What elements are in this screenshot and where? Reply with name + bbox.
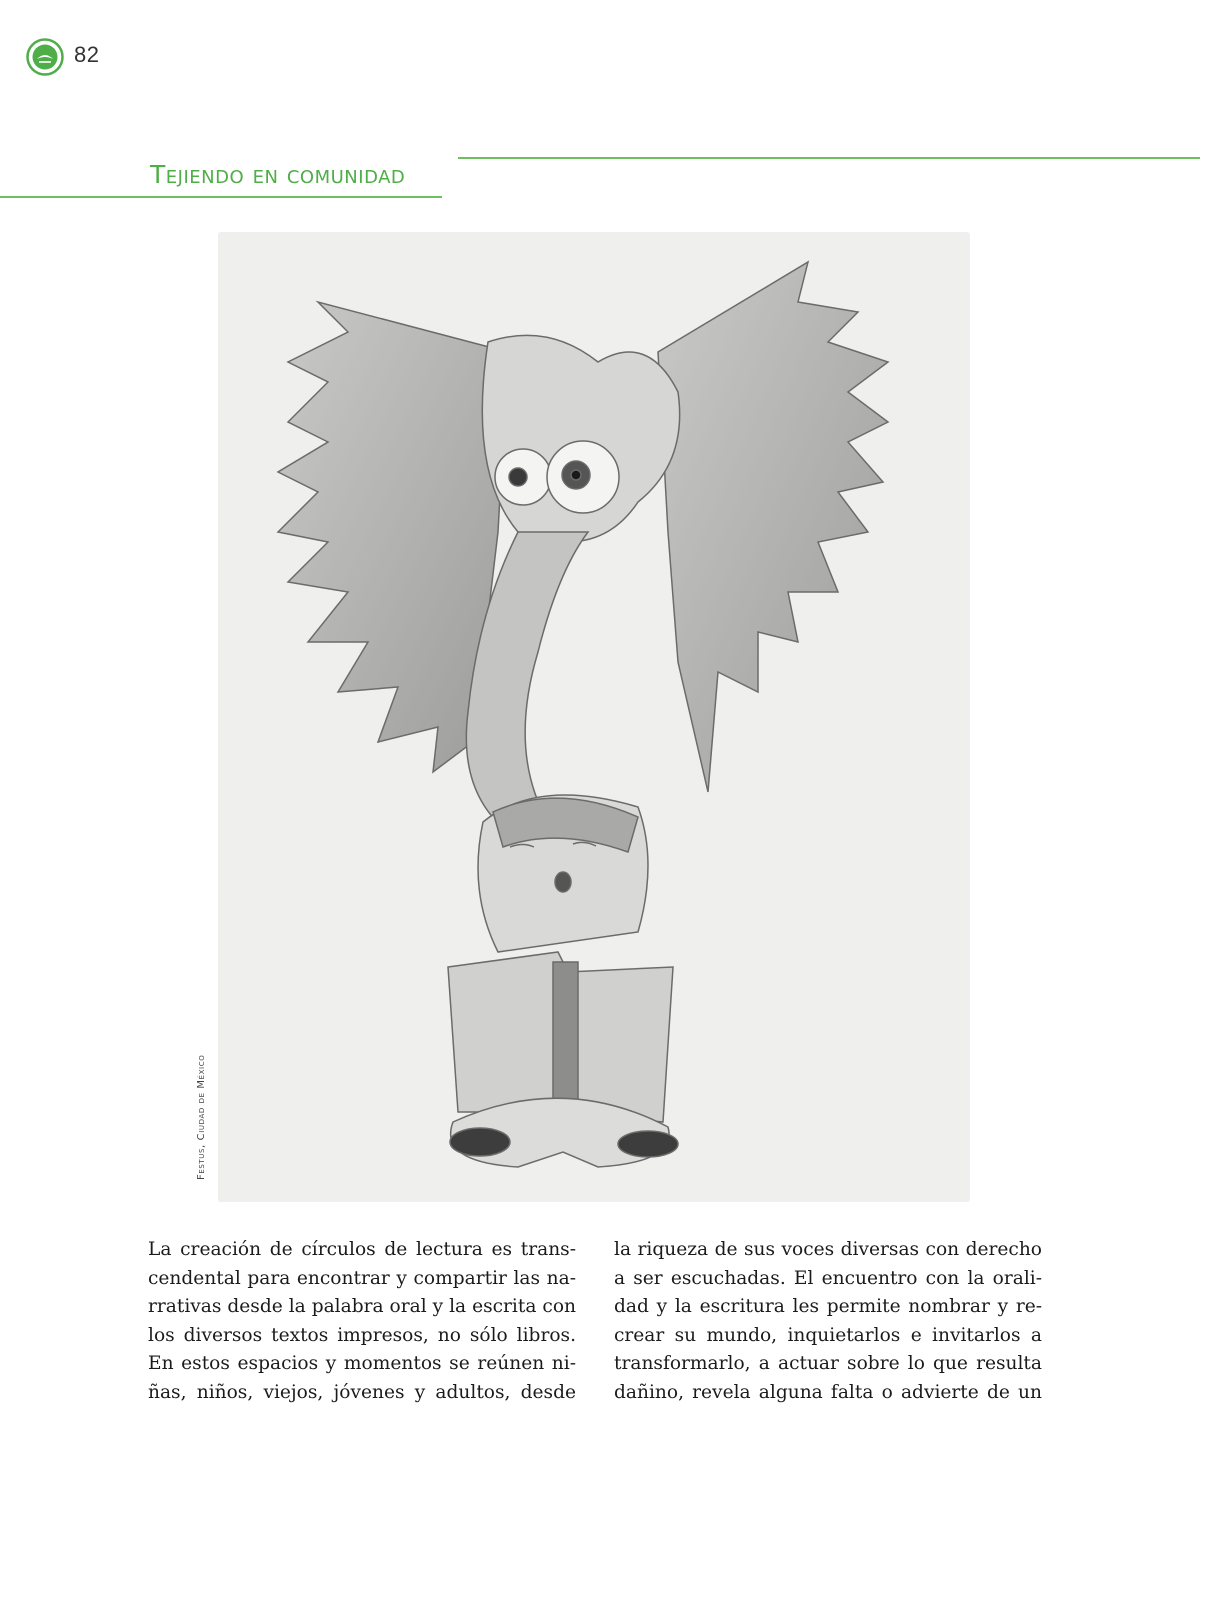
text-line: transformarlo, a actuar sobre lo que resulta xyxy=(614,1353,1042,1375)
owl-reader-illustration xyxy=(218,232,970,1202)
text-line: La creación de círculos de lectura es trans- xyxy=(148,1239,576,1260)
text-line: a ser escuchadas. El encuentro con la orali- xyxy=(614,1267,1042,1289)
text-line: cendental para encontrar y compartir las na- xyxy=(148,1267,576,1289)
header-rule-left xyxy=(0,196,442,198)
text-line: los diversos textos impresos, no sólo libros. xyxy=(148,1324,576,1346)
text-line: la riqueza de sus voces diversas con derecho xyxy=(614,1239,1042,1260)
text-line: En estos espacios y momentos se reúnen ni- xyxy=(148,1353,576,1375)
section-title: Tejiendo en comunidad xyxy=(150,160,406,189)
text-line: dad y la escritura les permite nombrar y re- xyxy=(614,1296,1042,1318)
text-line: dañino, revela alguna falta o advierte de un xyxy=(614,1381,1042,1403)
book-seal-icon xyxy=(26,38,64,76)
header-rule-right xyxy=(458,157,1200,159)
page-number: 82 xyxy=(74,42,100,67)
body-column-right xyxy=(614,1236,1042,1408)
image-credit: Festus, Ciudad de México xyxy=(196,1054,207,1180)
child-figure xyxy=(448,795,678,1167)
text-line: ñas, niños, viejos, jóvenes y adultos, desde xyxy=(148,1381,576,1403)
text-line: crear su mundo, inquietarlos e invitarlos a xyxy=(614,1324,1042,1346)
body-column-left xyxy=(148,1236,576,1408)
owl-body xyxy=(466,335,679,832)
text-line: rrativas desde la palabra oral y la escrita con xyxy=(148,1296,576,1318)
right-wing xyxy=(658,262,888,792)
